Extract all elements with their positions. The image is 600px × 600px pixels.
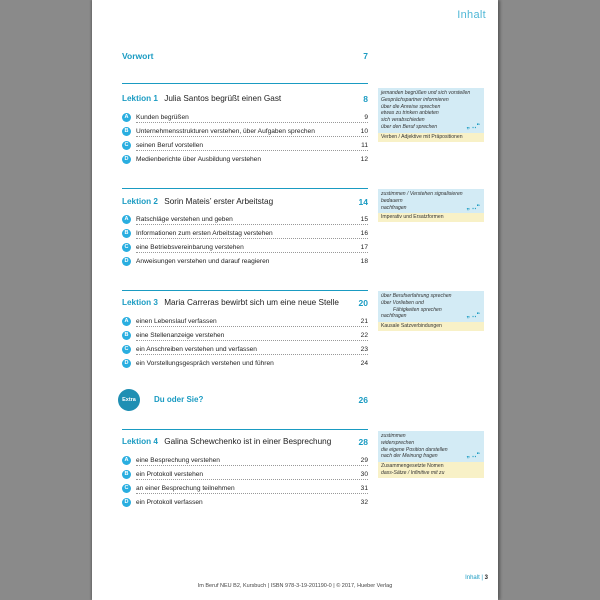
list-item	[122, 228, 368, 239]
badge-b: B	[122, 229, 131, 238]
phrase: etwas zu trinken anbieten	[381, 110, 439, 117]
phrase: über die Anreise sprechen	[381, 103, 441, 110]
item-text: einen Lebenslauf verfassen	[136, 318, 217, 325]
list-item	[122, 140, 368, 151]
lesson-heading	[122, 298, 339, 307]
quote-icon: „ ‥“	[466, 203, 480, 211]
lesson-title: Galina Schewchenko ist in einer Besprechung	[164, 437, 332, 446]
lesson-page: 14	[358, 197, 368, 207]
badge-d: D	[122, 498, 131, 507]
lesson-title: Julia Santos begrüßt einen Gast	[164, 94, 282, 103]
side-phrases	[378, 431, 484, 462]
list-item	[122, 126, 368, 137]
item-page: 12	[360, 156, 368, 163]
list-item	[122, 469, 368, 480]
quote-icon: „ ‥“	[466, 312, 480, 320]
extra-badge: Extra	[118, 389, 140, 411]
phrase: Fähigkeiten sprechen	[393, 306, 442, 313]
phrase: nachfragen	[381, 204, 407, 211]
side-grammar	[378, 462, 484, 478]
lesson-page: 28	[358, 437, 368, 447]
grammar-point: Zusammengesetzte Nomen	[381, 463, 444, 470]
dotted-separator	[136, 465, 368, 466]
item-page: 18	[360, 258, 368, 265]
dotted-separator	[136, 224, 368, 225]
phrase: zustimmen / Verstehen signalisieren	[381, 191, 463, 197]
quote-icon: „ ‥“	[466, 452, 480, 460]
dotted-separator	[136, 238, 368, 239]
lesson-page: 8	[363, 94, 368, 104]
list-item	[122, 316, 368, 327]
list-item	[122, 242, 368, 253]
badge-a: A	[122, 317, 131, 326]
list-item	[122, 214, 368, 225]
lesson-heading	[122, 94, 281, 103]
side-phrases	[378, 189, 484, 213]
item-page: 32	[360, 499, 368, 506]
badge-c: C	[122, 345, 131, 354]
badge-b: B	[122, 127, 131, 136]
badge-d: D	[122, 155, 131, 164]
lesson-heading	[122, 437, 331, 446]
lesson-heading	[122, 197, 273, 206]
grammar-point: dass-Sätze / Infinitive mit zu	[381, 469, 445, 476]
side-grammar	[378, 133, 484, 142]
list-item	[122, 483, 368, 494]
book-page	[92, 0, 498, 600]
dotted-separator	[136, 326, 368, 327]
item-text: Ratschläge verstehen und geben	[136, 216, 233, 223]
item-text: seinen Beruf vorstellen	[136, 142, 204, 149]
list-item	[122, 497, 368, 508]
side-box	[378, 189, 484, 222]
item-text: Medienberichte über Ausbildung verstehen	[136, 156, 261, 163]
vorwort-page: 7	[363, 51, 368, 61]
list-item	[122, 112, 368, 123]
lesson-divider	[122, 429, 368, 430]
side-grammar	[378, 322, 484, 331]
item-page: 16	[360, 230, 368, 237]
item-page: 30	[360, 471, 368, 478]
item-text: an einer Besprechung teilnehmen	[136, 485, 235, 492]
phrase: über den Beruf sprechen	[381, 123, 438, 130]
section-header: Inhalt	[457, 9, 486, 21]
phrase: über Vorlieben und	[381, 299, 424, 306]
badge-d: D	[122, 359, 131, 368]
dotted-separator	[136, 136, 368, 137]
dotted-separator	[136, 150, 368, 151]
list-item	[122, 330, 368, 341]
page-number: Inhalt | 3	[465, 575, 488, 581]
phrase: nach der Meinung fragen	[381, 453, 438, 460]
lesson-divider	[122, 188, 368, 189]
badge-a: A	[122, 215, 131, 224]
badge-c: C	[122, 141, 131, 150]
dotted-separator	[136, 354, 368, 355]
item-text: ein Anschreiben verstehen und verfassen	[136, 346, 257, 353]
item-page: 24	[360, 360, 368, 367]
lesson-label: Lektion 2	[122, 197, 158, 206]
item-page: 31	[360, 485, 368, 492]
phrase: Gesprächspartner informieren	[381, 96, 449, 103]
extra-page: 26	[358, 395, 368, 405]
lesson-divider	[122, 83, 368, 84]
dotted-separator	[136, 493, 368, 494]
lesson-label: Lektion 3	[122, 298, 158, 307]
item-text: Kunden begrüßen	[136, 114, 189, 121]
list-item	[122, 154, 368, 165]
badge-a: A	[122, 113, 131, 122]
lesson-page: 20	[358, 298, 368, 308]
lesson-label: Lektion 4	[122, 437, 158, 446]
dotted-separator	[136, 479, 368, 480]
item-page: 10	[360, 128, 368, 135]
phrase: sich verabschieden	[381, 117, 425, 124]
phrase: zustimmen	[381, 433, 406, 439]
quote-icon: „ ‥“	[466, 122, 480, 130]
badge-b: B	[122, 470, 131, 479]
badge-a: A	[122, 456, 131, 465]
item-text: Anweisungen verstehen und darauf reagieren	[136, 258, 270, 265]
list-item	[122, 358, 368, 369]
item-text: eine Betriebsvereinbarung verstehen	[136, 244, 244, 251]
item-text: ein Vorstellungsgespräch verstehen und führen	[136, 360, 274, 367]
item-page: 15	[360, 216, 368, 223]
phrase: über Berufserfahrung sprechen	[381, 293, 452, 299]
badge-b: B	[122, 331, 131, 340]
item-text: ein Protokoll verfassen	[136, 499, 203, 506]
list-item	[122, 344, 368, 355]
footer-page-num: 3	[484, 575, 488, 581]
item-page: 9	[364, 114, 368, 121]
side-phrases	[378, 291, 484, 322]
item-text: Unternehmensstrukturen verstehen, über Aufgaben sprechen	[136, 128, 315, 135]
phrase: bedauern	[381, 197, 403, 204]
item-page: 23	[360, 346, 368, 353]
phrase: jemanden begrüßen und sich vorstellen	[381, 90, 471, 96]
list-item	[122, 256, 368, 267]
badge-c: C	[122, 243, 131, 252]
side-box	[378, 291, 484, 331]
item-text: ein Protokoll verstehen	[136, 471, 204, 478]
grammar-point: Imperativ und Ersatzformen	[381, 214, 444, 221]
dotted-separator	[136, 340, 368, 341]
side-phrases	[378, 88, 484, 133]
item-text: Informationen zum ersten Arbeitstag verstehen	[136, 230, 273, 237]
footer-section: Inhalt	[465, 575, 480, 581]
item-page: 17	[360, 244, 368, 251]
badge-c: C	[122, 484, 131, 493]
item-text: eine Besprechung verstehen	[136, 457, 220, 464]
extra-title: Du oder Sie?	[154, 395, 204, 404]
item-page: 11	[361, 142, 368, 149]
item-text: eine Stellenanzeige verstehen	[136, 332, 225, 339]
grammar-point: Kausale Satzverbindungen	[381, 323, 442, 330]
phrase: widersprechen	[381, 439, 415, 446]
lesson-label: Lektion 1	[122, 94, 158, 103]
lesson-divider	[122, 290, 368, 291]
vorwort-label: Vorwort	[122, 51, 154, 61]
grammar-point: Verben / Adjektive mit Präpositionen	[381, 133, 463, 140]
imprint: Im Beruf NEU B2, Kursbuch | ISBN 978-3-19-201190-0 | © 2017, Hueber Verlag	[197, 583, 393, 589]
dotted-separator	[136, 122, 368, 123]
item-page: 22	[360, 332, 368, 339]
item-page: 29	[360, 457, 368, 464]
phrase: nachfragen	[381, 313, 407, 320]
side-grammar	[378, 213, 484, 222]
item-page: 21	[360, 318, 368, 325]
side-box	[378, 431, 484, 478]
side-box	[378, 88, 484, 142]
dotted-separator	[136, 252, 368, 253]
lesson-title: Sorin Mateis’ erster Arbeitstag	[164, 197, 274, 206]
badge-d: D	[122, 257, 131, 266]
phrase: die eigene Position darstellen	[381, 446, 448, 453]
list-item	[122, 455, 368, 466]
lesson-title: Maria Carreras bewirbt sich um eine neue Stelle	[164, 298, 339, 307]
